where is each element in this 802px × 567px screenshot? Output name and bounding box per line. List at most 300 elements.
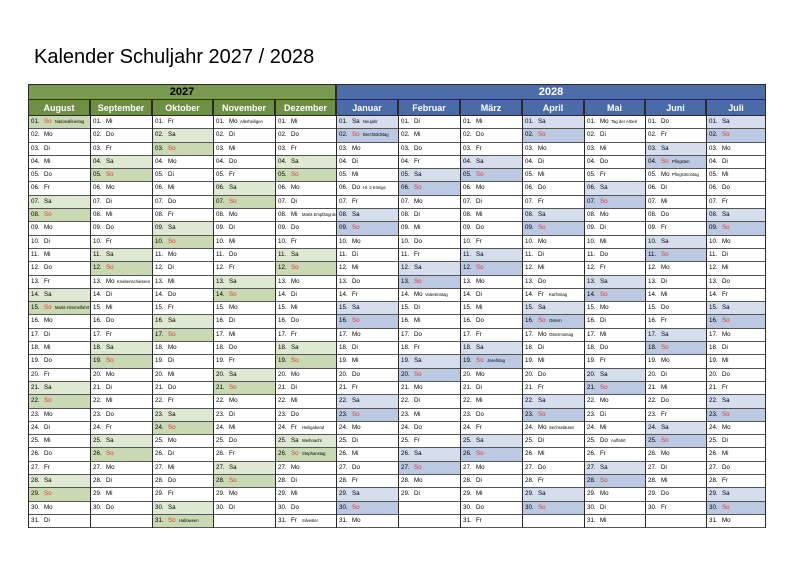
- holiday-label: Berchtoldstag: [363, 132, 389, 138]
- day-number: 16.: [216, 317, 225, 325]
- day-cell: [276, 422, 336, 435]
- day-cell: [523, 369, 584, 382]
- day-number: 08.: [155, 211, 164, 219]
- day-number: 01.: [463, 118, 472, 125]
- weekday-label: So: [476, 171, 484, 179]
- day-cell: [646, 488, 706, 501]
- weekday-label: Mo: [291, 463, 300, 471]
- day-cell: [91, 289, 152, 302]
- day-number: 08.: [525, 211, 534, 219]
- day-number: 29.: [648, 490, 657, 498]
- month-header: Oktober: [152, 100, 213, 116]
- day-cell: [153, 475, 213, 488]
- weekday-label: Sa: [352, 211, 360, 219]
- day-number: 23.: [401, 410, 410, 418]
- weekday-label: Sa: [168, 224, 176, 232]
- day-cell: [276, 342, 336, 355]
- day-cell: [461, 515, 522, 528]
- day-number: 09.: [463, 224, 472, 232]
- weekday-label: Mo: [106, 184, 115, 192]
- day-cell: [399, 209, 460, 222]
- day-number: 22.: [648, 397, 657, 405]
- day-cell: [461, 289, 522, 302]
- weekday-label: Di: [44, 330, 50, 338]
- day-cell: [707, 222, 765, 235]
- weekday-label: So: [414, 370, 422, 378]
- day-number: 15.: [155, 304, 164, 312]
- day-number: 24.: [587, 423, 596, 431]
- day-number: 17.: [709, 330, 718, 338]
- day-cell: [646, 422, 706, 435]
- day-cell: [707, 289, 765, 302]
- weekday-label: Do: [291, 317, 299, 325]
- day-cell: [29, 116, 90, 129]
- day-cell: [337, 182, 398, 195]
- day-number: 21.: [648, 383, 657, 391]
- day-cell: [585, 475, 645, 488]
- day-cell: [153, 276, 213, 289]
- day-cell: [646, 448, 706, 461]
- day-cell: [585, 156, 645, 169]
- weekday-label: So: [476, 357, 484, 365]
- day-cell: [337, 222, 398, 235]
- day-number: 12.: [709, 264, 718, 272]
- day-cell: [337, 276, 398, 289]
- day-cell: [337, 262, 398, 275]
- weekday-label: Do: [168, 290, 176, 298]
- weekday-label: Do: [476, 317, 484, 325]
- day-cell: [276, 276, 336, 289]
- day-number: 25.: [648, 437, 657, 445]
- day-number: 10.: [587, 237, 596, 245]
- day-cell: [29, 329, 90, 342]
- day-cell: [91, 209, 152, 222]
- day-cell: [523, 289, 584, 302]
- day-cell: [276, 315, 336, 328]
- day-cell: [153, 488, 213, 501]
- day-number: 08.: [31, 211, 40, 219]
- weekday-label: Do: [352, 370, 360, 378]
- month-header: Februar: [398, 100, 460, 116]
- day-cell: [276, 395, 336, 408]
- day-number: 11.: [278, 250, 287, 258]
- day-cell: [214, 209, 275, 222]
- weekday-label: So: [414, 277, 422, 285]
- day-cell: [461, 209, 522, 222]
- day-cell: [29, 315, 90, 328]
- day-number: 16.: [31, 317, 40, 325]
- day-cell: [461, 502, 522, 515]
- weekday-label: Do: [229, 157, 237, 165]
- day-number: 02.: [216, 131, 225, 139]
- weekday-label: Di: [229, 224, 235, 232]
- holiday-label: Ostermontag: [549, 331, 574, 337]
- weekday-label: Fr: [44, 277, 50, 285]
- weekday-label: Mo: [600, 304, 609, 312]
- weekday-label: Do: [476, 131, 484, 139]
- weekday-label: Mo: [476, 463, 485, 471]
- day-number: 30.: [709, 503, 718, 511]
- weekday-label: Di: [600, 131, 606, 139]
- weekday-label: Di: [600, 410, 606, 418]
- weekday-label: Mi: [600, 330, 607, 338]
- day-number: 07.: [401, 197, 410, 205]
- weekday-label: So: [229, 197, 237, 205]
- day-cell: [461, 342, 522, 355]
- day-number: 03.: [587, 144, 596, 152]
- day-number: 20.: [587, 370, 596, 378]
- day-cell: [337, 143, 398, 156]
- weekday-label: Sa: [476, 437, 484, 445]
- weekday-label: Mo: [44, 503, 53, 511]
- weekday-label: Mi: [291, 490, 298, 498]
- day-cell: [153, 169, 213, 182]
- weekday-label: Mi: [44, 250, 51, 258]
- day-number: 30.: [648, 503, 657, 511]
- weekday-label: So: [538, 317, 546, 325]
- day-cell: [461, 182, 522, 195]
- weekday-label: Mi: [600, 144, 607, 152]
- day-number: 06.: [648, 184, 657, 192]
- month-column: [706, 116, 766, 528]
- day-cell: [153, 222, 213, 235]
- day-number: 04.: [31, 157, 40, 165]
- day-number: 27.: [31, 463, 40, 471]
- day-number: 18.: [216, 344, 225, 352]
- day-number: 19.: [155, 357, 164, 365]
- day-number: 18.: [525, 344, 534, 352]
- holiday-label: Weihnacht: [302, 438, 322, 444]
- day-number: 17.: [155, 330, 164, 338]
- weekday-label: Mo: [168, 250, 177, 258]
- day-number: 01.: [525, 118, 534, 125]
- day-cell: [214, 182, 275, 195]
- day-cell: [523, 315, 584, 328]
- day-cell: [91, 435, 152, 448]
- day-number: 11.: [587, 250, 596, 258]
- day-number: 27.: [93, 463, 102, 471]
- day-cell: [707, 143, 765, 156]
- weekday-label: Mi: [600, 423, 607, 431]
- weekday-label: Do: [600, 157, 608, 165]
- weekday-label: Sa: [168, 131, 176, 139]
- day-number: 19.: [216, 357, 225, 365]
- day-cell: [707, 182, 765, 195]
- day-number: 25.: [709, 437, 718, 445]
- day-cell: [707, 355, 765, 368]
- day-number: 18.: [401, 344, 410, 352]
- day-number: 15.: [463, 304, 472, 312]
- weekday-label: Mo: [538, 423, 547, 431]
- day-cell: [153, 448, 213, 461]
- month-column: [213, 116, 275, 528]
- day-cell: [276, 116, 336, 129]
- day-cell: [707, 488, 765, 501]
- day-cell: [337, 382, 398, 395]
- day-cell: [214, 488, 275, 501]
- day-number: 12.: [278, 264, 287, 272]
- weekday-label: Di: [538, 437, 544, 445]
- weekday-label: So: [352, 317, 360, 325]
- day-number: 19.: [648, 357, 657, 365]
- day-number: 07.: [155, 197, 164, 205]
- weekday-label: Fr: [291, 330, 297, 338]
- weekday-label: So: [229, 383, 237, 391]
- weekday-label: Mi: [476, 397, 483, 405]
- day-cell: [91, 395, 152, 408]
- weekday-label: Di: [352, 437, 358, 445]
- day-number: 26.: [401, 450, 410, 458]
- day-cell: [337, 355, 398, 368]
- day-number: 04.: [339, 157, 348, 165]
- weekday-label: Di: [291, 290, 297, 298]
- day-cell: [276, 475, 336, 488]
- day-cell: [707, 395, 765, 408]
- day-number: 15.: [525, 304, 534, 312]
- day-cell: [276, 329, 336, 342]
- day-cell: [214, 448, 275, 461]
- weekday-label: So: [722, 224, 730, 232]
- day-cell: [707, 448, 765, 461]
- day-number: 08.: [401, 211, 410, 219]
- day-cell: [585, 276, 645, 289]
- year-header-2027: 2027: [28, 84, 336, 100]
- weekday-label: Mi: [722, 450, 729, 458]
- day-cell: [523, 302, 584, 315]
- holiday-label: Mariä Empfängnis: [302, 212, 336, 218]
- weekday-label: Di: [168, 357, 174, 365]
- day-number: 24.: [93, 423, 102, 431]
- weekday-label: Mo: [168, 344, 177, 352]
- weekday-label: Do: [661, 304, 669, 312]
- weekday-label: Mi: [414, 131, 421, 139]
- day-number: 10.: [31, 237, 40, 245]
- day-cell: [337, 302, 398, 315]
- page-title: Kalender Schuljahr 2027 / 2028: [34, 46, 315, 68]
- day-cell: [461, 196, 522, 209]
- day-cell: [707, 196, 765, 209]
- weekday-label: Fr: [44, 463, 50, 471]
- weekday-label: Mi: [476, 490, 483, 498]
- holiday-label: Auffahrt: [611, 438, 626, 444]
- day-cell: [276, 462, 336, 475]
- day-number: 24.: [339, 423, 348, 431]
- day-cell: [461, 315, 522, 328]
- day-number: 17.: [463, 330, 472, 338]
- holiday-label: Valentinstag: [425, 291, 448, 297]
- day-number: 11.: [463, 250, 472, 258]
- weekday-label: Mo: [538, 237, 547, 245]
- weekday-label: Mi: [661, 477, 668, 485]
- weekday-label: Mo: [106, 370, 115, 378]
- day-cell: [707, 475, 765, 488]
- day-cell: [214, 462, 275, 475]
- weekday-label: Fr: [352, 383, 358, 391]
- weekday-label: Sa: [538, 118, 546, 125]
- weekday-label: Di: [291, 477, 297, 485]
- day-cell: [214, 289, 275, 302]
- weekday-label: Mo: [106, 463, 115, 471]
- weekday-label: Mo: [229, 490, 238, 498]
- day-cell: [585, 143, 645, 156]
- weekday-label: Do: [538, 184, 546, 192]
- day-cell: [214, 369, 275, 382]
- day-number: 16.: [278, 317, 287, 325]
- day-cell: [337, 409, 398, 422]
- weekday-label: Do: [600, 437, 608, 445]
- day-cell: [399, 129, 460, 142]
- weekday-label: Do: [106, 503, 114, 511]
- weekday-label: Di: [414, 490, 420, 498]
- day-cell: [585, 236, 645, 249]
- day-number: 06.: [155, 184, 164, 192]
- day-number: 10.: [216, 237, 225, 245]
- day-cell: [337, 315, 398, 328]
- day-number: 11.: [155, 250, 164, 258]
- day-number: 20.: [463, 370, 472, 378]
- holiday-label: Nationalfeiertag: [55, 119, 85, 124]
- day-number: 08.: [587, 211, 596, 219]
- day-cell: [461, 462, 522, 475]
- day-cell: [646, 502, 706, 515]
- day-number: 29.: [31, 490, 40, 498]
- month-header: März: [460, 100, 522, 116]
- weekday-label: Mi: [538, 264, 545, 272]
- day-cell: [461, 249, 522, 262]
- day-number: 11.: [709, 250, 718, 258]
- day-cell: [91, 116, 152, 129]
- weekday-label: Do: [722, 184, 730, 192]
- weekday-label: Fr: [44, 184, 50, 192]
- weekday-label: Di: [600, 224, 606, 232]
- weekday-label: Mo: [722, 423, 731, 431]
- day-number: 02.: [709, 131, 718, 139]
- day-number: 07.: [648, 197, 657, 205]
- day-number: 02.: [278, 131, 287, 139]
- day-cell: [461, 129, 522, 142]
- day-number: 15.: [587, 304, 596, 312]
- day-cell: [585, 422, 645, 435]
- day-number: 17.: [339, 330, 348, 338]
- month-header: April: [522, 100, 584, 116]
- day-cell: [153, 395, 213, 408]
- weekday-label: Di: [44, 423, 50, 431]
- day-cell: [153, 315, 213, 328]
- day-number: 13.: [648, 277, 657, 285]
- day-cell: [461, 355, 522, 368]
- day-cell: [646, 222, 706, 235]
- day-cell: [276, 196, 336, 209]
- day-cell: [399, 169, 460, 182]
- day-number: 19.: [278, 357, 287, 365]
- holiday-label: Tag der Arbeit: [611, 119, 637, 124]
- weekday-label: Mi: [661, 290, 668, 298]
- day-number: 14.: [587, 290, 596, 298]
- day-cell: [399, 355, 460, 368]
- day-cell: [29, 143, 90, 156]
- weekday-label: So: [168, 237, 176, 245]
- day-cell: [585, 329, 645, 342]
- weekday-label: Mo: [538, 330, 547, 338]
- weekday-label: Mo: [168, 437, 177, 445]
- day-cell: [91, 409, 152, 422]
- weekday-label: Fr: [538, 477, 544, 485]
- weekday-label: Di: [352, 157, 358, 165]
- weekday-label: Mi: [168, 370, 175, 378]
- day-number: 16.: [401, 317, 410, 325]
- month-column: [460, 116, 522, 528]
- weekday-label: Mi: [106, 304, 113, 312]
- day-number: 11.: [401, 250, 410, 258]
- day-cell: [276, 289, 336, 302]
- weekday-label: So: [600, 477, 608, 485]
- weekday-label: Sa: [661, 330, 669, 338]
- day-number: 04.: [587, 157, 596, 165]
- day-number: 14.: [401, 290, 410, 298]
- weekday-label: Sa: [44, 197, 52, 205]
- weekday-label: Mo: [722, 330, 731, 338]
- day-number: 13.: [216, 277, 225, 285]
- weekday-label: So: [44, 211, 52, 219]
- day-number: 20.: [525, 370, 534, 378]
- day-cell: [29, 196, 90, 209]
- weekday-label: Sa: [106, 250, 114, 258]
- weekday-label: Di: [600, 317, 606, 325]
- day-cell: [585, 355, 645, 368]
- day-cell: [29, 262, 90, 275]
- day-cell: [276, 169, 336, 182]
- day-number: 03.: [709, 144, 718, 152]
- day-cell: [399, 409, 460, 422]
- weekday-label: Fr: [168, 211, 174, 219]
- day-number: 23.: [587, 410, 596, 418]
- day-number: 19.: [709, 357, 718, 365]
- holiday-label: Neujahr: [363, 119, 378, 124]
- weekday-label: Sa: [476, 344, 484, 352]
- day-cell: [29, 156, 90, 169]
- weekday-label: Mi: [106, 118, 113, 125]
- day-cell: [646, 262, 706, 275]
- day-cell: [29, 129, 90, 142]
- day-number: 13.: [31, 277, 40, 285]
- weekday-label: Fr: [414, 157, 420, 165]
- weekday-label: Do: [106, 317, 114, 325]
- day-cell: [91, 236, 152, 249]
- weekday-label: So: [600, 197, 608, 205]
- weekday-label: Do: [352, 184, 360, 192]
- day-cell: [646, 369, 706, 382]
- day-number: 27.: [155, 463, 164, 471]
- weekday-label: Sa: [229, 463, 237, 471]
- weekday-label: Do: [661, 490, 669, 498]
- day-number: 27.: [587, 463, 596, 471]
- day-cell: [461, 409, 522, 422]
- day-number: 31.: [587, 516, 596, 524]
- weekday-label: Sa: [168, 410, 176, 418]
- day-number: 31.: [31, 516, 40, 524]
- day-number: 19.: [525, 357, 534, 365]
- day-number: 27.: [339, 463, 348, 471]
- weekday-label: So: [291, 357, 299, 365]
- day-number: 22.: [709, 397, 718, 405]
- weekday-label: Do: [538, 277, 546, 285]
- day-cell: [276, 515, 336, 528]
- day-cell: [337, 515, 398, 528]
- day-number: 04.: [709, 157, 718, 165]
- day-number: 01.: [648, 118, 657, 125]
- weekday-label: Di: [44, 516, 50, 524]
- day-number: 08.: [339, 211, 348, 219]
